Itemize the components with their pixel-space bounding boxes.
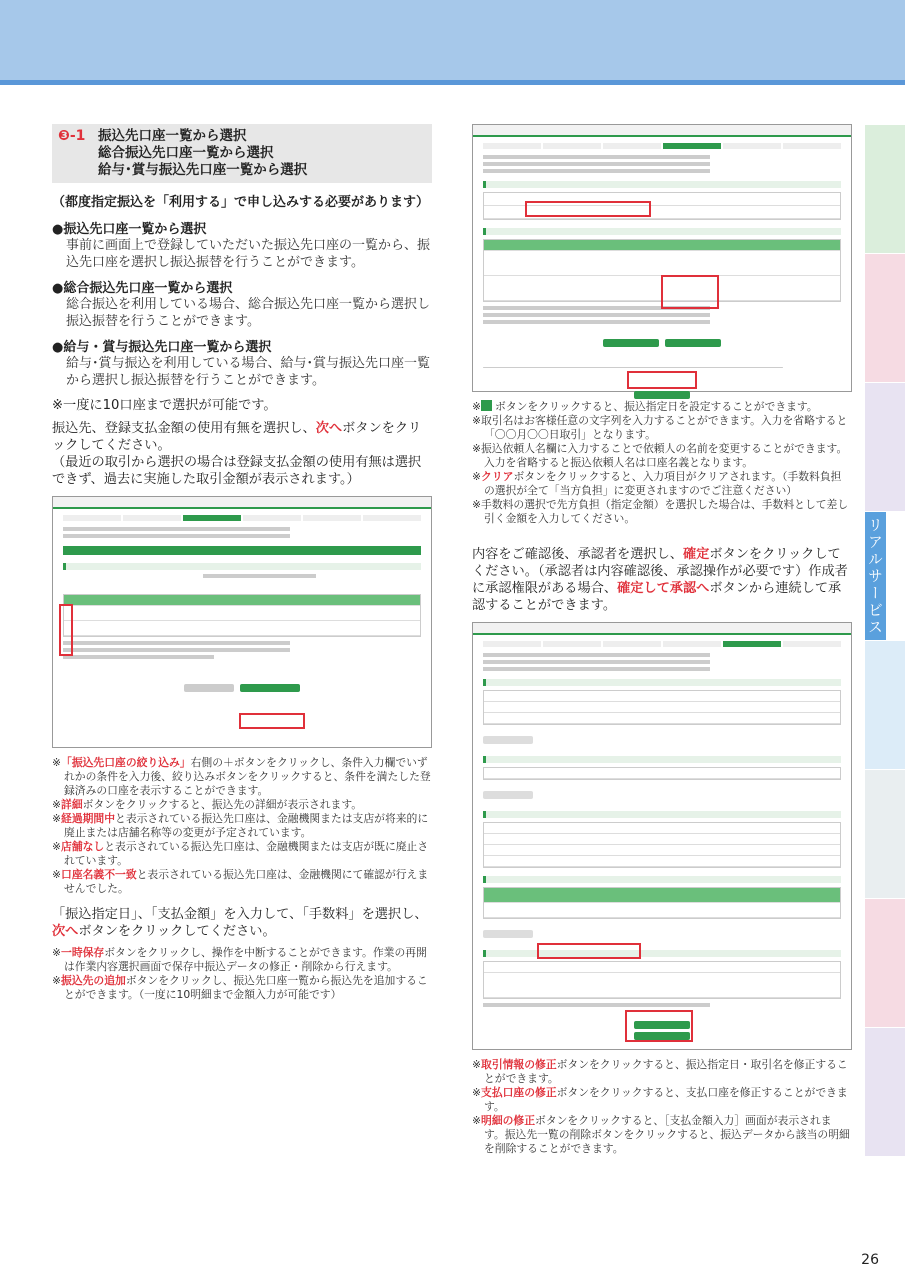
note-text: 手数料の選択で先方負担（指定金額）を選択した場合は、手数料として差し引く金額を入力してください。 — [481, 498, 849, 525]
note-text: ボタンをクリックすると、［支払金額入力］画面が表示されます。振込先一覧の削除ボタンをクリックすると、振込データから該当の明細を削除することができます。 — [484, 1114, 850, 1155]
bullet-title: ●振込先口座一覧から選択 — [52, 222, 207, 237]
note-text: ボタンをクリックし、振込先口座一覧から振込先を追加することができます。（一度に10明細まで金額入力が可能です） — [64, 974, 428, 1001]
bullet-title: ●給与・賞与振込先口座一覧から選択 — [52, 340, 272, 355]
note-mark: ※ — [52, 756, 62, 769]
note-text: と表示されている振込先口座は、金融機関にて確認が行えませんでした。 — [64, 868, 429, 895]
note-mark: ※ — [472, 1086, 482, 1099]
instr-red: 次へ — [315, 421, 343, 436]
instr-text: 「振込指定日」、「支払金額」を入力して、「手数料」を選択し、 — [52, 907, 428, 922]
instr-text: （最近の取引から選択の場合は登録支払金額の使用有無は選択できず、過去に実施した取引金額が表示されます。） — [52, 455, 422, 487]
instruction-1 — [52, 420, 432, 488]
side-tab[interactable] — [865, 1028, 905, 1157]
side-tab[interactable] — [865, 641, 905, 770]
note-mark: ※ — [472, 414, 482, 427]
note-mark: ※ — [472, 400, 482, 413]
note-red: 経過期間中 — [61, 812, 116, 825]
instruction-2 — [52, 906, 432, 940]
instr-red: 次へ — [52, 924, 79, 939]
notes-block-4 — [472, 1058, 852, 1156]
note-text: ボタンをクリックすると、入力項目がクリアされます。（手数料負担の選択が全て「当方負担」に変更されますのでご注意ください） — [484, 470, 842, 497]
note-mark: ※ — [52, 798, 62, 811]
note-red: 一時保存 — [61, 946, 105, 959]
right-column — [472, 124, 852, 1156]
section-line: 総合振込先口座一覧から選択 — [98, 145, 274, 161]
side-tab[interactable] — [865, 254, 905, 383]
note-text: ボタンをクリックすると、振込指定日を設定することができます。 — [495, 400, 818, 413]
instr-red: 確定して承認へ — [617, 581, 710, 596]
note-text: ボタンをクリックすると、振込指定日・取引名を修正することができます。 — [484, 1058, 848, 1085]
bullet-body: 総合振込を利用している場合、総合振込先口座一覧から選択し振込振替を行うことができます。 — [66, 297, 431, 329]
section-heading — [52, 124, 432, 183]
note-red: 取引情報の修正 — [481, 1058, 557, 1071]
bullet-body: 事前に画面上で登録していただいた振込先口座の一覧から、振込先口座を選択し振込振替を行うことができます。 — [66, 238, 431, 270]
instr-text: ボタンをクリックしてください。 — [52, 421, 422, 453]
note-mark: ※ — [52, 812, 62, 825]
note-mark: ※ — [472, 470, 482, 483]
note-text: と表示されている振込先口座は、金融機関または支店が将来的に廃止または店舗名称等の変更が予定されています。 — [64, 812, 429, 839]
screenshot-amount-input — [472, 124, 852, 392]
note-text: と表示されている振込先口座は、金融機関または支店が既に廃止されています。 — [64, 840, 429, 867]
instr-text: 内容をご確認後、承認者を選択し、 — [472, 547, 683, 562]
side-tab[interactable] — [865, 125, 905, 254]
note-mark: ※ — [52, 868, 62, 881]
notes-block-1 — [52, 756, 432, 896]
section-line: 振込先口座一覧から選択 — [98, 128, 247, 144]
section-line: 給与･賞与振込先口座一覧から選択 — [98, 162, 308, 178]
side-tab[interactable] — [865, 770, 905, 899]
note-red: 明細の修正 — [481, 1114, 536, 1127]
side-tab[interactable] — [865, 899, 905, 1028]
bullet-title: ●総合振込先口座一覧から選択 — [52, 281, 233, 296]
instr-text: ボタンをクリックしてください。（承認者は内容確認後、承認操作が必要です）作成者に承認権限がある場合、 — [472, 547, 848, 596]
note-red: 「振込先口座の絞り込み」 — [61, 756, 191, 769]
instruction-3 — [472, 546, 852, 614]
note-red: 店舗なし — [61, 840, 105, 853]
note-mark: ※ — [52, 946, 62, 959]
bullet-body: 給与･賞与振込を利用している場合、給与･賞与振込先口座一覧から選択し振込振替を行うことができます。 — [66, 356, 431, 388]
screenshot-account-list — [52, 496, 432, 748]
note-red: 支払口座の修正 — [481, 1086, 557, 1099]
requirement-note: （都度指定振込を「利用する」で申し込みする必要があります） — [52, 195, 430, 210]
section-number: ❸-1 — [58, 128, 86, 144]
instr-red: 確定 — [683, 547, 710, 562]
side-tab[interactable] — [865, 383, 905, 512]
notes-block-3 — [472, 400, 852, 526]
note-mark: ※ — [52, 974, 62, 987]
max-note: ※一度に10口座まで選択が可能です。 — [52, 398, 277, 413]
instr-text: ボタンから連続して承認することができます。 — [472, 581, 842, 613]
side-tabs — [865, 125, 905, 1157]
instr-text: ボタンをクリックしてください。 — [78, 924, 276, 939]
header-band — [0, 0, 905, 80]
note-text: ボタンをクリックし、操作を中断することができます。作業の再開は作業内容選択画面で保存中振込データの修正・削除から行えます。 — [64, 946, 427, 973]
note-text: ボタンをクリックすると、振込先の詳細が表示されます。 — [82, 798, 363, 811]
note-text: 振込依頼人名欄に入力することで依頼人の名前を変更することができます。入力を省略すると振込依頼人名は口座名義となります。 — [481, 442, 848, 469]
note-red: 口座名義不一致 — [61, 868, 137, 881]
header-line — [0, 80, 905, 85]
note-mark: ※ — [472, 1058, 482, 1071]
note-red: 詳細 — [61, 798, 83, 811]
note-text: 右側の＋ボタンをクリックし、条件入力欄でいずれかの条件を入力後、絞り込みボタンをクリックすると、条件を満たした登録済みの口座を表示することができます。 — [64, 756, 431, 797]
note-mark: ※ — [472, 442, 482, 455]
note-red: 振込先の追加 — [61, 974, 126, 987]
note-text: ボタンをクリックすると、支払口座を修正することができます。 — [484, 1086, 848, 1113]
note-red: クリア — [481, 470, 514, 483]
side-tab-active[interactable]: リアルサービス — [865, 512, 886, 641]
note-mark: ※ — [52, 840, 62, 853]
note-mark: ※ — [472, 1114, 482, 1127]
note-mark: ※ — [472, 498, 482, 511]
page-number: 26 — [861, 1252, 879, 1268]
left-column — [52, 124, 432, 1002]
screenshot-confirm — [472, 622, 852, 1050]
notes-block-2 — [52, 946, 432, 1002]
instr-text: 振込先、登録支払金額の使用有無を選択し、 — [52, 421, 316, 436]
note-text: 取引名はお客様任意の文字列を入力することができます。入力を省略すると「〇〇月〇〇日取引」となります。 — [481, 414, 848, 441]
